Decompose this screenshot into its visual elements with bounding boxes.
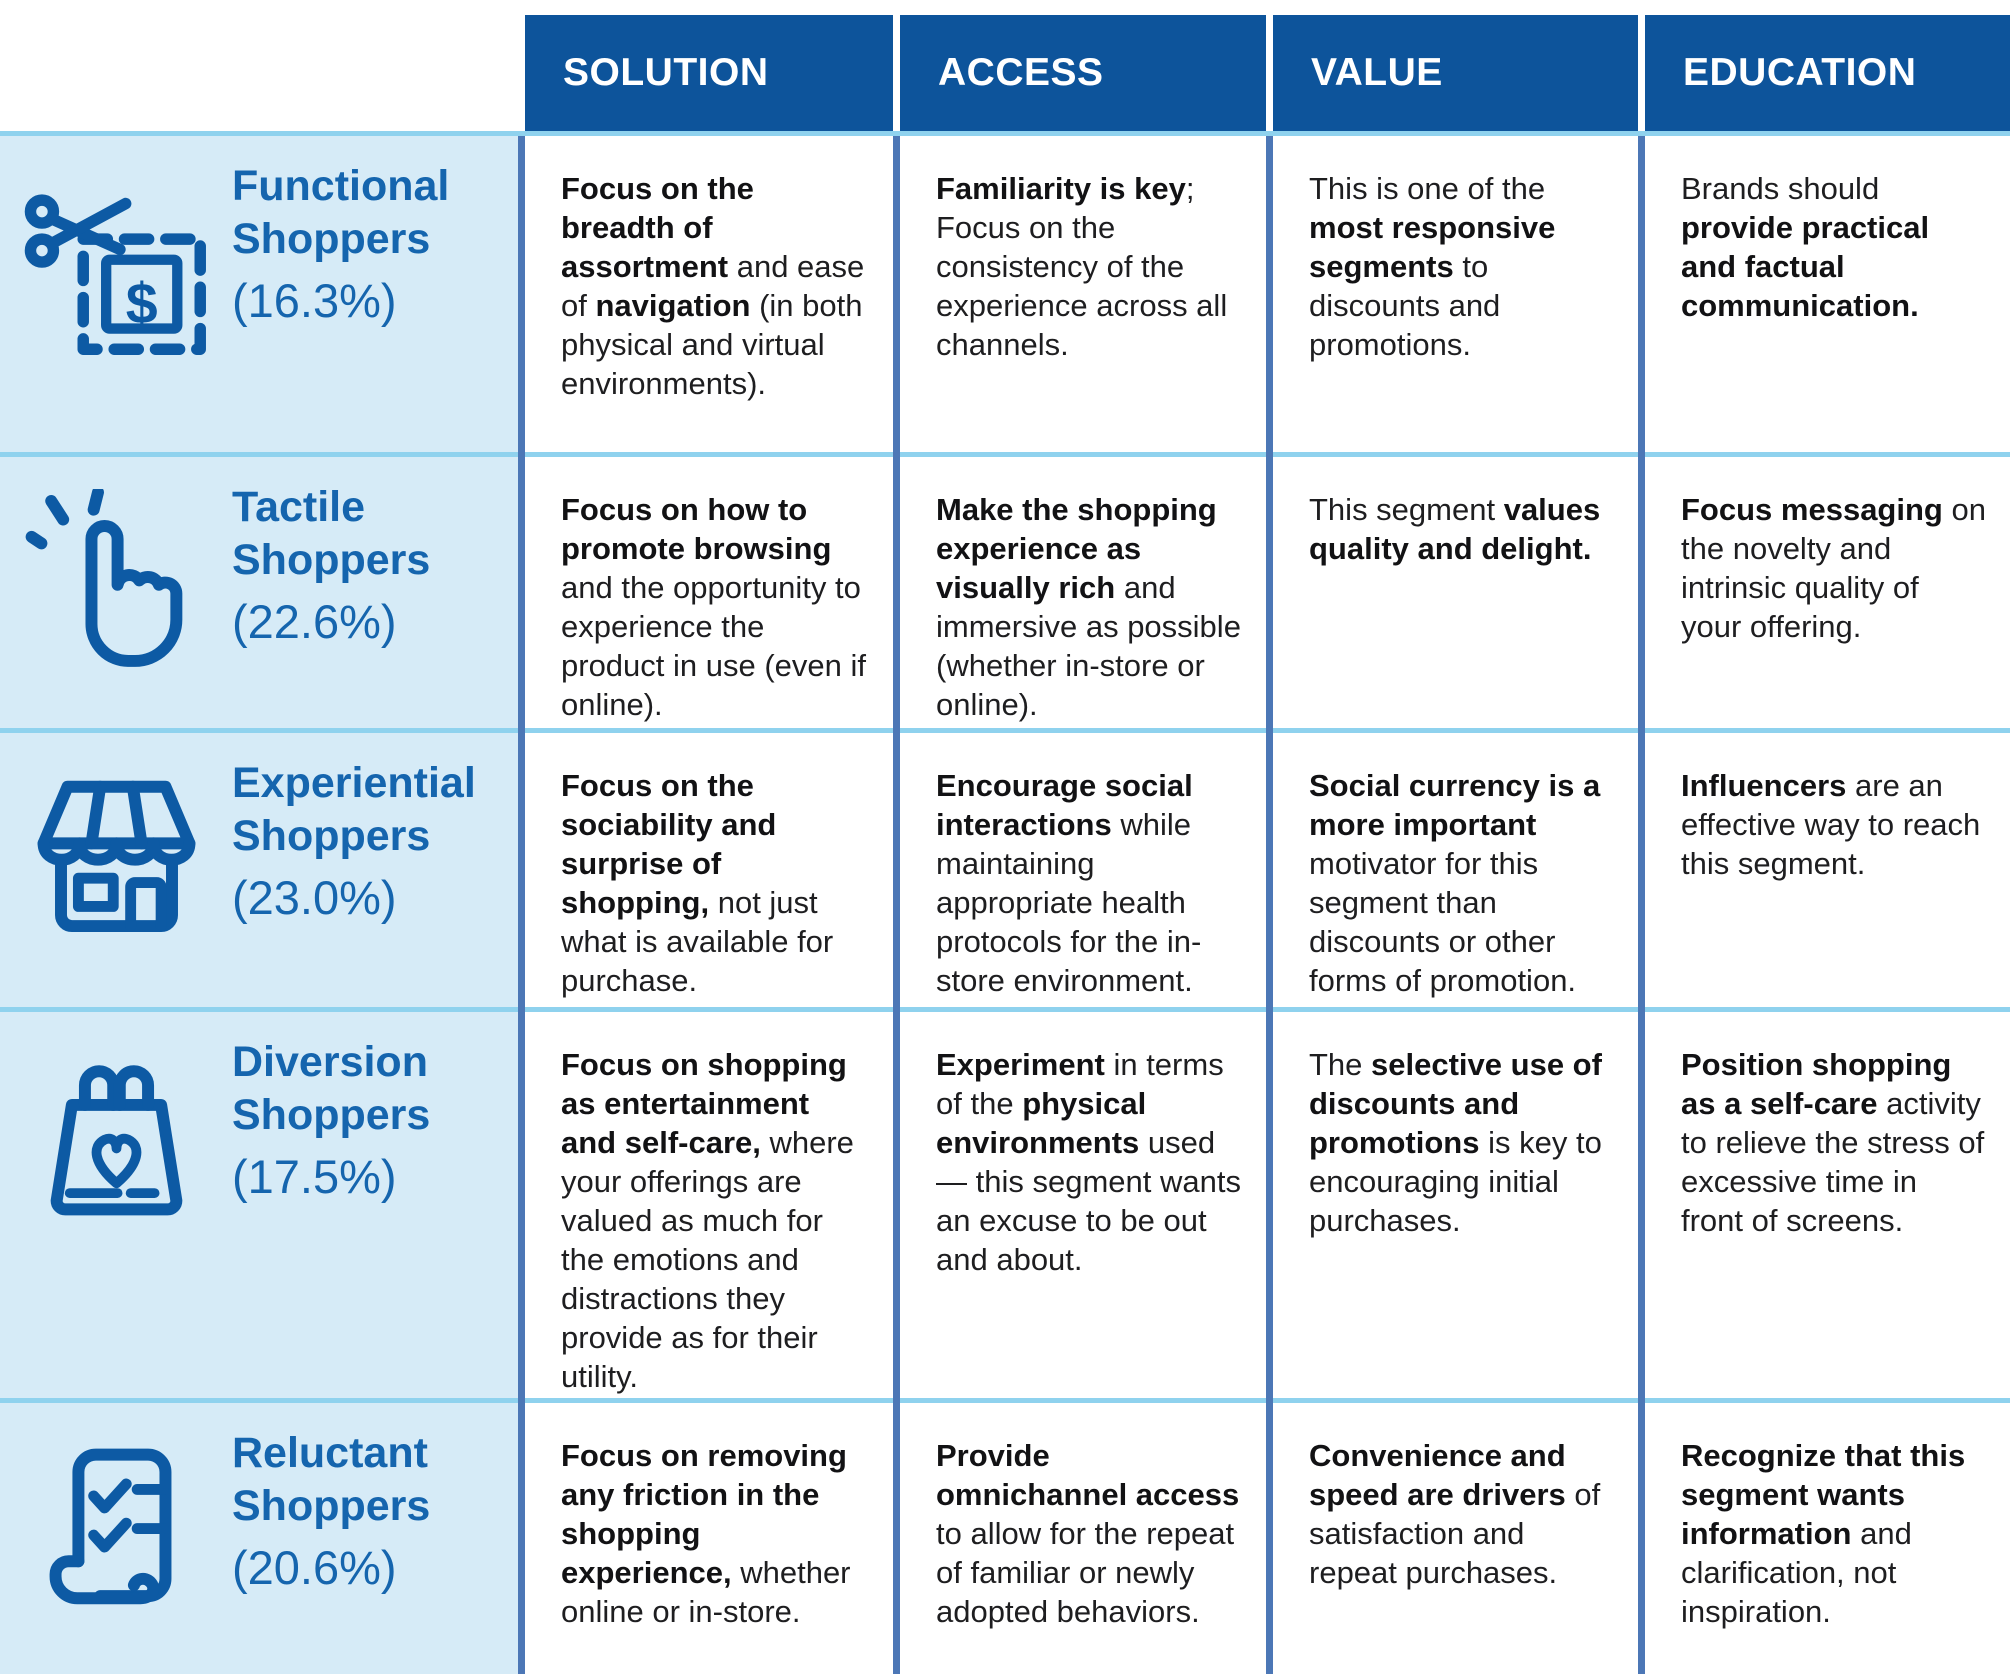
segment-cell-diversion	[0, 1012, 518, 1398]
cell-reluctant-solution: Focus on removing any friction in the shopping experience, whether online or in-store.	[525, 1403, 893, 1674]
coupon-scissors-icon	[0, 160, 232, 452]
segment-percent: (23.0%)	[232, 871, 397, 924]
cell-diversion-solution: Focus on shopping as entertainment and self-care, where your offerings are valued as much for the emotions and distractions they provide as for their utility.	[525, 1012, 893, 1398]
svg-text:$: $	[125, 271, 158, 336]
column-header-solution: SOLUTION	[525, 15, 893, 131]
cell-diversion-education: Position shopping as a self-care activity to relieve the stress of excessive time in front of screens.	[1645, 1012, 2010, 1398]
tap-finger-icon	[0, 481, 232, 728]
segment-cell-tactile	[0, 457, 518, 728]
segment-name: Tactile Shoppers	[232, 483, 431, 584]
cell-experiential-access: Encourage social interactions while maintaining appropriate health protocols for the in-store environment.	[900, 733, 1266, 1007]
segment-percent: (16.3%)	[232, 274, 397, 327]
cell-functional-solution: Focus on the breadth of assortment and ease of navigation (in both physical and virtual environments).	[525, 136, 893, 452]
segment-name: Diversion Shoppers	[232, 1038, 431, 1139]
column-divider	[1266, 136, 1273, 1674]
cell-diversion-value: The selective use of discounts and promotions is key to encouraging initial purchases.	[1273, 1012, 1638, 1398]
column-header-value: VALUE	[1273, 15, 1638, 131]
column-divider	[1638, 136, 1645, 1674]
cell-diversion-access: Experiment in terms of the physical environments used — this segment wants an excuse to be out and about.	[900, 1012, 1266, 1398]
cell-reluctant-access: Provide omnichannel access to allow for the repeat of familiar or newly adopted behaviors.	[900, 1403, 1266, 1674]
cell-functional-access: Familiarity is key; Focus on the consistency of the experience across all channels.	[900, 136, 1266, 452]
cell-reluctant-education: Recognize that this segment wants information and clarification, not inspiration.	[1645, 1403, 2010, 1674]
checklist-receipt-icon	[0, 1427, 232, 1674]
segment-cell-functional	[0, 136, 518, 452]
cell-tactile-access: Make the shopping experience as visually rich and immersive as possible (whether in-store or online).	[900, 457, 1266, 728]
segment-percent: (17.5%)	[232, 1150, 397, 1203]
cell-functional-value: This is one of the most responsive segments to discounts and promotions.	[1273, 136, 1638, 452]
segment-cell-experiential	[0, 733, 518, 1007]
segment-percent: (22.6%)	[232, 595, 397, 648]
cell-tactile-value: This segment values quality and delight.	[1273, 457, 1638, 728]
cell-experiential-value: Social currency is a more important motivator for this segment than discounts or other forms of promotion.	[1273, 733, 1638, 1007]
segment-name: Functional Shoppers	[232, 162, 450, 263]
shopping-bag-heart-icon	[0, 1036, 232, 1398]
cell-experiential-solution: Focus on the sociability and surprise of shopping, not just what is available for purchase.	[525, 733, 893, 1007]
column-header-access: ACCESS	[900, 15, 1266, 131]
column-header-education: EDUCATION	[1645, 15, 2010, 131]
segment-percent: (20.6%)	[232, 1541, 397, 1594]
segment-cell-reluctant	[0, 1403, 518, 1674]
cell-tactile-education: Focus messaging on the novelty and intrinsic quality of your offering.	[1645, 457, 2010, 728]
column-divider	[893, 136, 900, 1674]
column-divider	[518, 136, 525, 1674]
segment-name: Reluctant Shoppers	[232, 1429, 431, 1530]
cell-tactile-solution: Focus on how to promote browsing and the opportunity to experience the product in use (even if online).	[525, 457, 893, 728]
cell-reluctant-value: Convenience and speed are drivers of satisfaction and repeat purchases.	[1273, 1403, 1638, 1674]
storefront-icon	[0, 757, 232, 1007]
cell-experiential-education: Influencers are an effective way to reach this segment.	[1645, 733, 2010, 1007]
cell-functional-education: Brands should provide practical and factual communication.	[1645, 136, 2010, 452]
segment-name: Experiential Shoppers	[232, 759, 476, 860]
